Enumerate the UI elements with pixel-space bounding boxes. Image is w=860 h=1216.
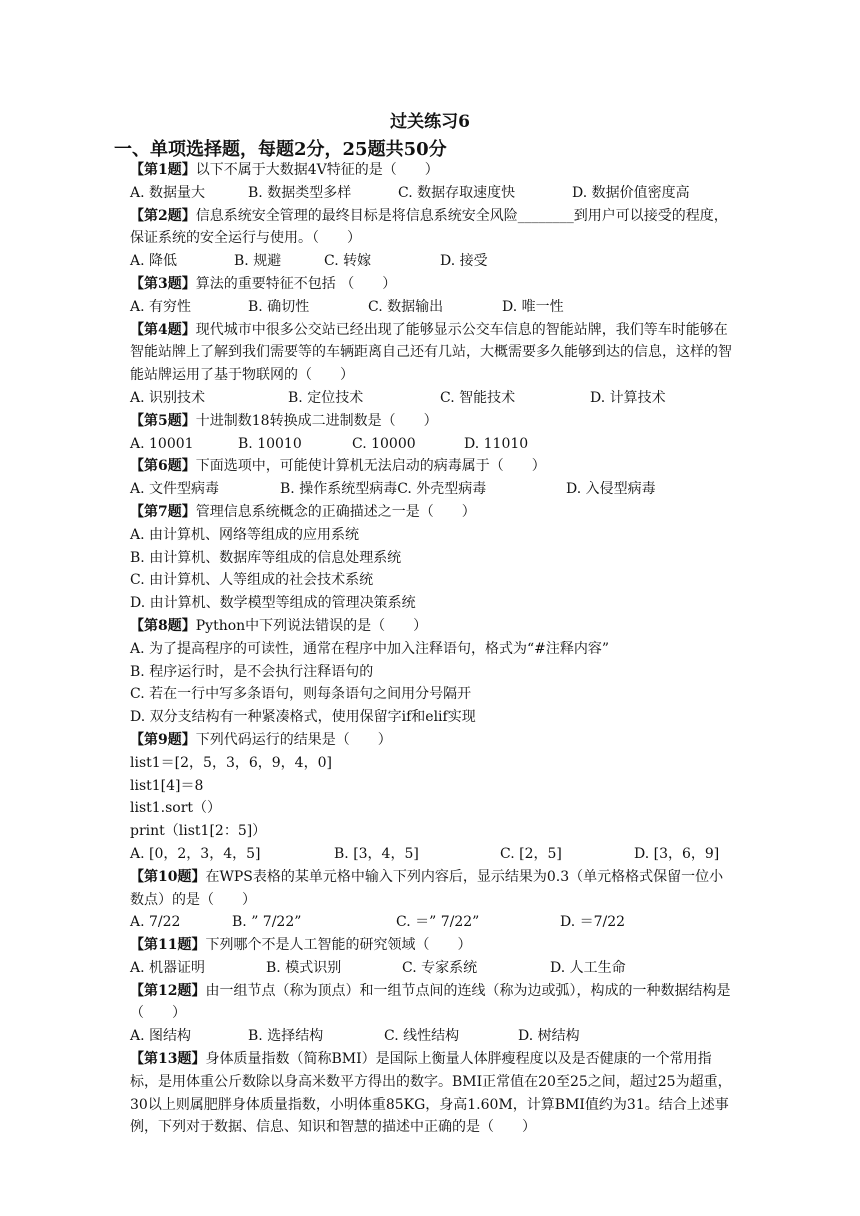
options-row — [130, 478, 735, 501]
question-text: 现代城市中很多公交站已经出现了能够显示公交车信息的智能站牌，我们等车时能够在智能站牌上了解到我们需要等的车辆距离自己还有几站，大概需要多久能够到达的信息，这样的智能站牌运用了基于物联网的（ ） — [130, 321, 732, 384]
answer-line: list1＝[2，5，3，6，9，4，0] — [130, 754, 332, 771]
option-item: D. 树结构 — [518, 1028, 580, 1045]
question-text: 下列代码运行的结果是（ ） — [195, 731, 392, 748]
option-item: D. [3，6，9] — [634, 845, 720, 862]
answer-line: B. 程序运行时，是不会执行注释语句的 — [130, 663, 374, 680]
options-row — [130, 433, 735, 456]
question-stem — [130, 501, 735, 524]
option-item: A. [0，2，3，4，5] — [130, 845, 261, 862]
question-text: 由一组节点（称为顶点）和一组节点间的连线（称为边或弧），构成的一种数据结构是（ ） — [130, 982, 731, 1022]
question-stem — [130, 205, 735, 251]
question-text: 管理信息系统概念的正确描述之一是（ ） — [195, 503, 476, 520]
options-row — [130, 387, 735, 410]
option-item: C. 数据输出 — [368, 298, 444, 315]
option-item: D. 数据价值密度高 — [572, 184, 690, 201]
question-text: 以下不属于大数据4V特征的是（ ） — [195, 162, 439, 178]
question-stem — [130, 1048, 735, 1139]
options-row — [130, 1025, 735, 1048]
option-item: C. [2，5] — [500, 845, 562, 862]
option-item: C. 转嫁 — [324, 253, 372, 270]
option-item: B. 定位技术 — [288, 389, 364, 406]
option-item: D. 人工生命 — [550, 959, 626, 976]
option-item: D. 计算技术 — [590, 389, 666, 406]
option-item: B. [3，4，5] — [334, 845, 419, 862]
option-item: A. 图结构 — [130, 1028, 192, 1045]
option-item: B. 选择结构 — [248, 1028, 324, 1045]
question-number: 【第10题】 — [130, 868, 206, 885]
answer-line: list1.sort（） — [130, 800, 222, 817]
question-number: 【第3题】 — [130, 275, 196, 292]
option-item: D. 唯一性 — [502, 298, 564, 315]
option-item: B. 10010 — [238, 435, 302, 452]
section-heading: 一、单项选择题，每题2分，25题共50分 — [114, 139, 447, 160]
option-item: C. 专家系统 — [402, 959, 478, 976]
option-item: A. 数据量大 — [130, 184, 206, 201]
question-number: 【第8题】 — [130, 617, 196, 634]
question-text: 身体质量指数（简称BMI）是国际上衡量人体胖瘦程度以及是否健康的一个常用指标，是用体重公斤数除以身高米数平方得出的数字。BMI正常值在20至25之间，超过25为超重，30以上则属肥胖身体质量指数，小明体重85KG，身高1.60M，计算BMI值约为31。结合上述事例，下列对于数据、信息、知识和智慧的描述中正确的是（ ） — [130, 1051, 732, 1136]
option-item: D. ＝7/22 — [560, 914, 626, 931]
question-stem — [130, 980, 735, 1026]
answer-line: D. 由计算机、数学模型等组成的管理决策系统 — [130, 595, 416, 612]
option-item: D. 接受 — [440, 253, 488, 270]
option-item: A. 文件型病毒 — [130, 481, 220, 498]
answer-line: print（list1[2：5]） — [130, 823, 267, 840]
question-stem — [130, 729, 735, 752]
option-item: B. 操作系统型病毒C. 外壳型病毒 — [280, 481, 487, 498]
option-item: A. 识别技术 — [130, 389, 206, 406]
options-row — [130, 957, 735, 980]
question-text: Python中下列说法错误的是（ ） — [195, 617, 428, 634]
question-text: 十进制数18转换成二进制数是（ ） — [195, 412, 438, 429]
question-stem — [130, 273, 735, 296]
question-text: 在WPS表格的某单元格中输入下列内容后，显示结果为0.3（单元格格式保留一位小数点）的是（ ） — [130, 868, 724, 908]
options-row — [130, 182, 735, 205]
answer-line: A. 为了提高程序的可读性，通常在程序中加入注释语句，格式为“#注释内容” — [130, 640, 610, 657]
answer-line: D. 双分支结构有一种紧凑格式，使用保留字if和elif实现 — [130, 709, 476, 726]
question-number: 【第7题】 — [130, 503, 196, 520]
options-row — [130, 250, 735, 273]
question-stem — [130, 866, 735, 912]
option-item: A. 10001 — [130, 435, 194, 452]
question-text: 下面选项中，可能使计算机无法启动的病毒属于（ ） — [195, 458, 546, 475]
option-item: B. 模式识别 — [266, 959, 342, 976]
page-title: 过关练习6 — [390, 112, 470, 132]
question-stem — [130, 455, 735, 478]
options-row — [130, 296, 735, 319]
option-item: C. 线性结构 — [384, 1028, 460, 1045]
answer-line: A. 由计算机、网络等组成的应用系统 — [130, 526, 360, 543]
question-stem — [130, 615, 735, 638]
question-stem — [130, 410, 735, 433]
options-row — [130, 911, 735, 934]
option-item: C. 智能技术 — [440, 389, 516, 406]
answer-line: B. 由计算机、数据库等组成的信息处理系统 — [130, 549, 402, 566]
question-list — [130, 159, 735, 1139]
option-item: B. ” 7/22” — [232, 914, 302, 931]
question-text: 下列哪个不是人工智能的研究领域（ ） — [205, 937, 472, 954]
option-item: A. 有穷性 — [130, 298, 192, 315]
question-number: 【第9题】 — [130, 731, 196, 748]
answer-line: C. 由计算机、人等组成的社会技术系统 — [130, 572, 374, 589]
option-item: C. ＝” 7/22” — [396, 914, 480, 931]
option-item: A. 降低 — [130, 253, 178, 270]
question-text: 信息系统安全管理的最终目标是将信息系统安全风险________到用户可以接受的程度，保证系统的安全运行与使用。（ ） — [130, 207, 728, 247]
option-item: C. 数据存取速度快 — [398, 184, 516, 201]
question-number: 【第12题】 — [130, 982, 206, 999]
answer-line: C. 若在一行中写多条语句，则每条语句之间用分号隔开 — [130, 686, 472, 703]
option-item: D. 入侵型病毒 — [566, 481, 656, 498]
question-number: 【第4题】 — [130, 321, 196, 338]
option-item: B. 确切性 — [248, 298, 310, 315]
option-item: D. 11010 — [464, 435, 529, 452]
question-number: 【第5题】 — [130, 412, 196, 429]
question-number: 【第2题】 — [130, 207, 196, 224]
question-stem — [130, 159, 735, 182]
question-number: 【第11题】 — [130, 937, 206, 954]
question-stem — [130, 934, 735, 957]
option-item: B. 规避 — [234, 253, 282, 270]
question-text: 算法的重要特征不包括 （ ） — [195, 275, 397, 292]
option-item: A. 机器证明 — [130, 959, 206, 976]
answer-line: list1[4]＝8 — [130, 777, 204, 794]
option-item: C. 10000 — [352, 435, 416, 452]
question-number: 【第6题】 — [130, 458, 196, 475]
question-number: 【第13题】 — [130, 1051, 206, 1068]
question-stem — [130, 319, 735, 387]
options-row — [130, 843, 735, 866]
option-item: A. 7/22 — [130, 914, 181, 931]
option-item: B. 数据类型多样 — [248, 184, 352, 201]
question-number: 【第1题】 — [130, 162, 196, 178]
